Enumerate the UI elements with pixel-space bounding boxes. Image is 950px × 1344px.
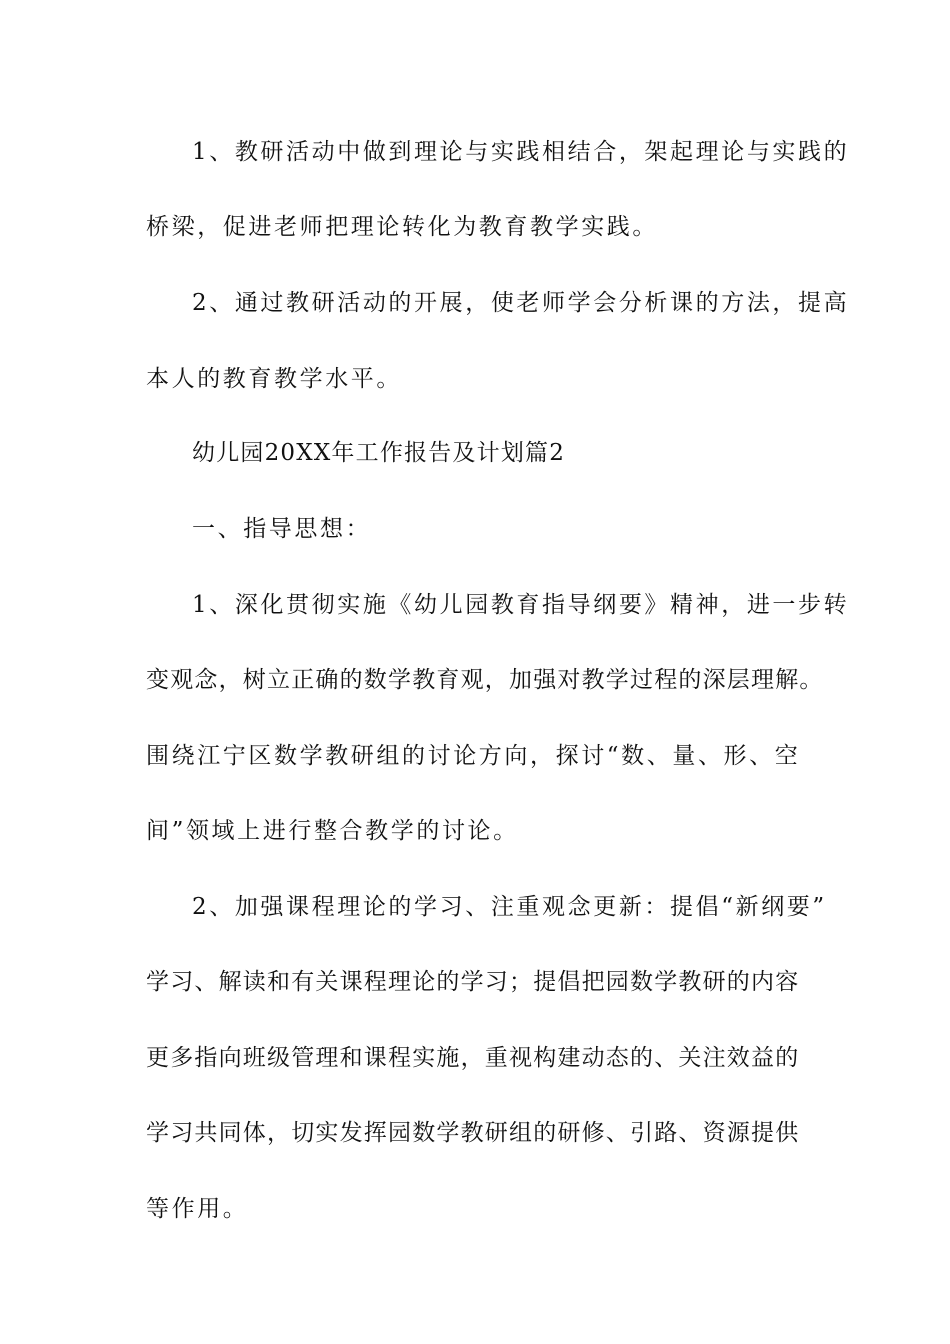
paragraph-line: 间”领域上进行整合教学的讨论。 xyxy=(146,818,519,844)
paragraph-line: 围绕江宁区数学教研组的讨论方向，探讨“数、量、形、空 xyxy=(146,743,801,769)
paragraph-line: 桥梁，促进老师把理论转化为教育教学实践。 xyxy=(146,214,658,240)
paragraph-line: 学习、解读和有关课程理论的学习；提倡把园数学教研的内容 xyxy=(146,969,800,995)
paragraph-line: 本人的教育教学水平。 xyxy=(146,366,402,392)
paragraph-line: 等作用。 xyxy=(146,1196,249,1222)
paragraph-line: 2、通过教研活动的开展，使老师学会分析课的方法，提高 xyxy=(192,290,850,316)
paragraph-line: 更多指向班级管理和课程实施，重视构建动态的、关注效益的 xyxy=(146,1045,800,1071)
paragraph-line: 变观念，树立正确的数学教育观，加强对教学过程的深层理解。 xyxy=(146,667,824,693)
paragraph-line: 1、深化贯彻实施《幼儿园教育指导纲要》精神，进一步转 xyxy=(192,592,850,618)
paragraph-line: 2、加强课程理论的学习、注重观念更新：提倡“新纲要” xyxy=(192,894,827,920)
paragraph-line: 1、教研活动中做到理论与实践相结合，架起理论与实践的 xyxy=(192,139,850,165)
paragraph-line: 学习共同体，切实发挥园数学教研组的研修、引路、资源提供 xyxy=(146,1120,800,1146)
subheading: 一、指导思想： xyxy=(192,516,372,542)
section-heading: 幼儿园20XX年工作报告及计划篇2 xyxy=(192,440,566,466)
